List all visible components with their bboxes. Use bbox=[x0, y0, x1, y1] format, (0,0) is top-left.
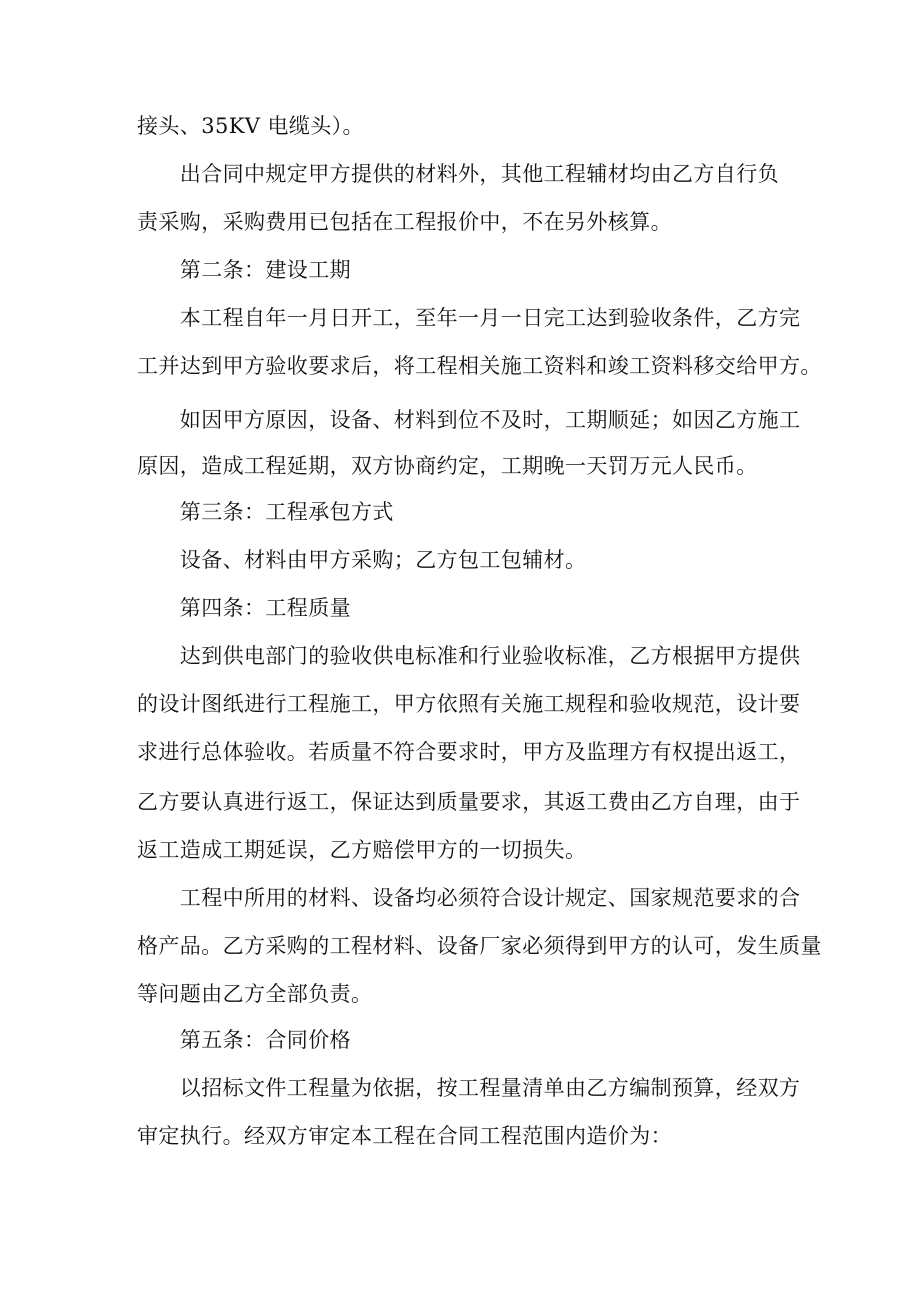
text-line: 设备、材料由甲方采购；乙方包工包辅材。 bbox=[137, 548, 587, 572]
text-line: 格产品。乙方采购的工程材料、设备厂家必须得到甲方的认可，发生质量 bbox=[137, 934, 822, 958]
text-line: 达到供电部门的验收供电标准和行业验收标准，乙方根据甲方提供 bbox=[137, 644, 801, 668]
text-line: 如因甲方原因，设备、材料到位不及时，工期顺延；如因乙方施工 bbox=[137, 408, 801, 432]
text-line: 以招标文件工程量为依据，按工程量清单由乙方编制预算，经双方 bbox=[137, 1076, 801, 1100]
section-heading: 第二条：建设工期 bbox=[137, 258, 351, 282]
text-line: 出合同中规定甲方提供的材料外，其他工程辅材均由乙方自行负 bbox=[137, 162, 779, 186]
text-line: 乙方要认真进行返工，保证达到质量要求，其返工费由乙方自理，由于 bbox=[137, 790, 801, 814]
text-line: 的设计图纸进行工程施工，甲方依照有关施工规程和验收规范，设计要 bbox=[137, 692, 801, 716]
section-heading: 第五条：合同价格 bbox=[137, 1028, 351, 1052]
text-line: 接头、35KV 电缆头）。 bbox=[137, 114, 364, 138]
section-heading: 第四条：工程质量 bbox=[137, 596, 351, 620]
text-line: 审定执行。经双方审定本工程在合同工程范围内造价为： bbox=[137, 1124, 672, 1148]
text-line: 工并达到甲方验收要求后，将工程相关施工资料和竣工资料移交给甲方。 bbox=[137, 354, 822, 378]
text-line: 原因，造成工程延期，双方协商约定，工期晚一天罚万元人民币。 bbox=[137, 454, 758, 478]
text-line: 返工造成工期延误，乙方赔偿甲方的一切损失。 bbox=[137, 838, 587, 862]
text-line: 责采购，采购费用已包括在工程报价中，不在另外核算。 bbox=[137, 210, 672, 234]
section-heading: 第三条：工程承包方式 bbox=[137, 500, 394, 524]
text-line: 本工程自年一月日开工，至年一月一日完工达到验收条件，乙方完 bbox=[137, 306, 801, 330]
text-line: 等问题由乙方全部负责。 bbox=[137, 982, 373, 1006]
text-line: 工程中所用的材料、设备均必须符合设计规定、国家规范要求的合 bbox=[137, 886, 801, 910]
text-line: 求进行总体验收。若质量不符合要求时，甲方及监理方有权提出返工， bbox=[137, 740, 801, 764]
